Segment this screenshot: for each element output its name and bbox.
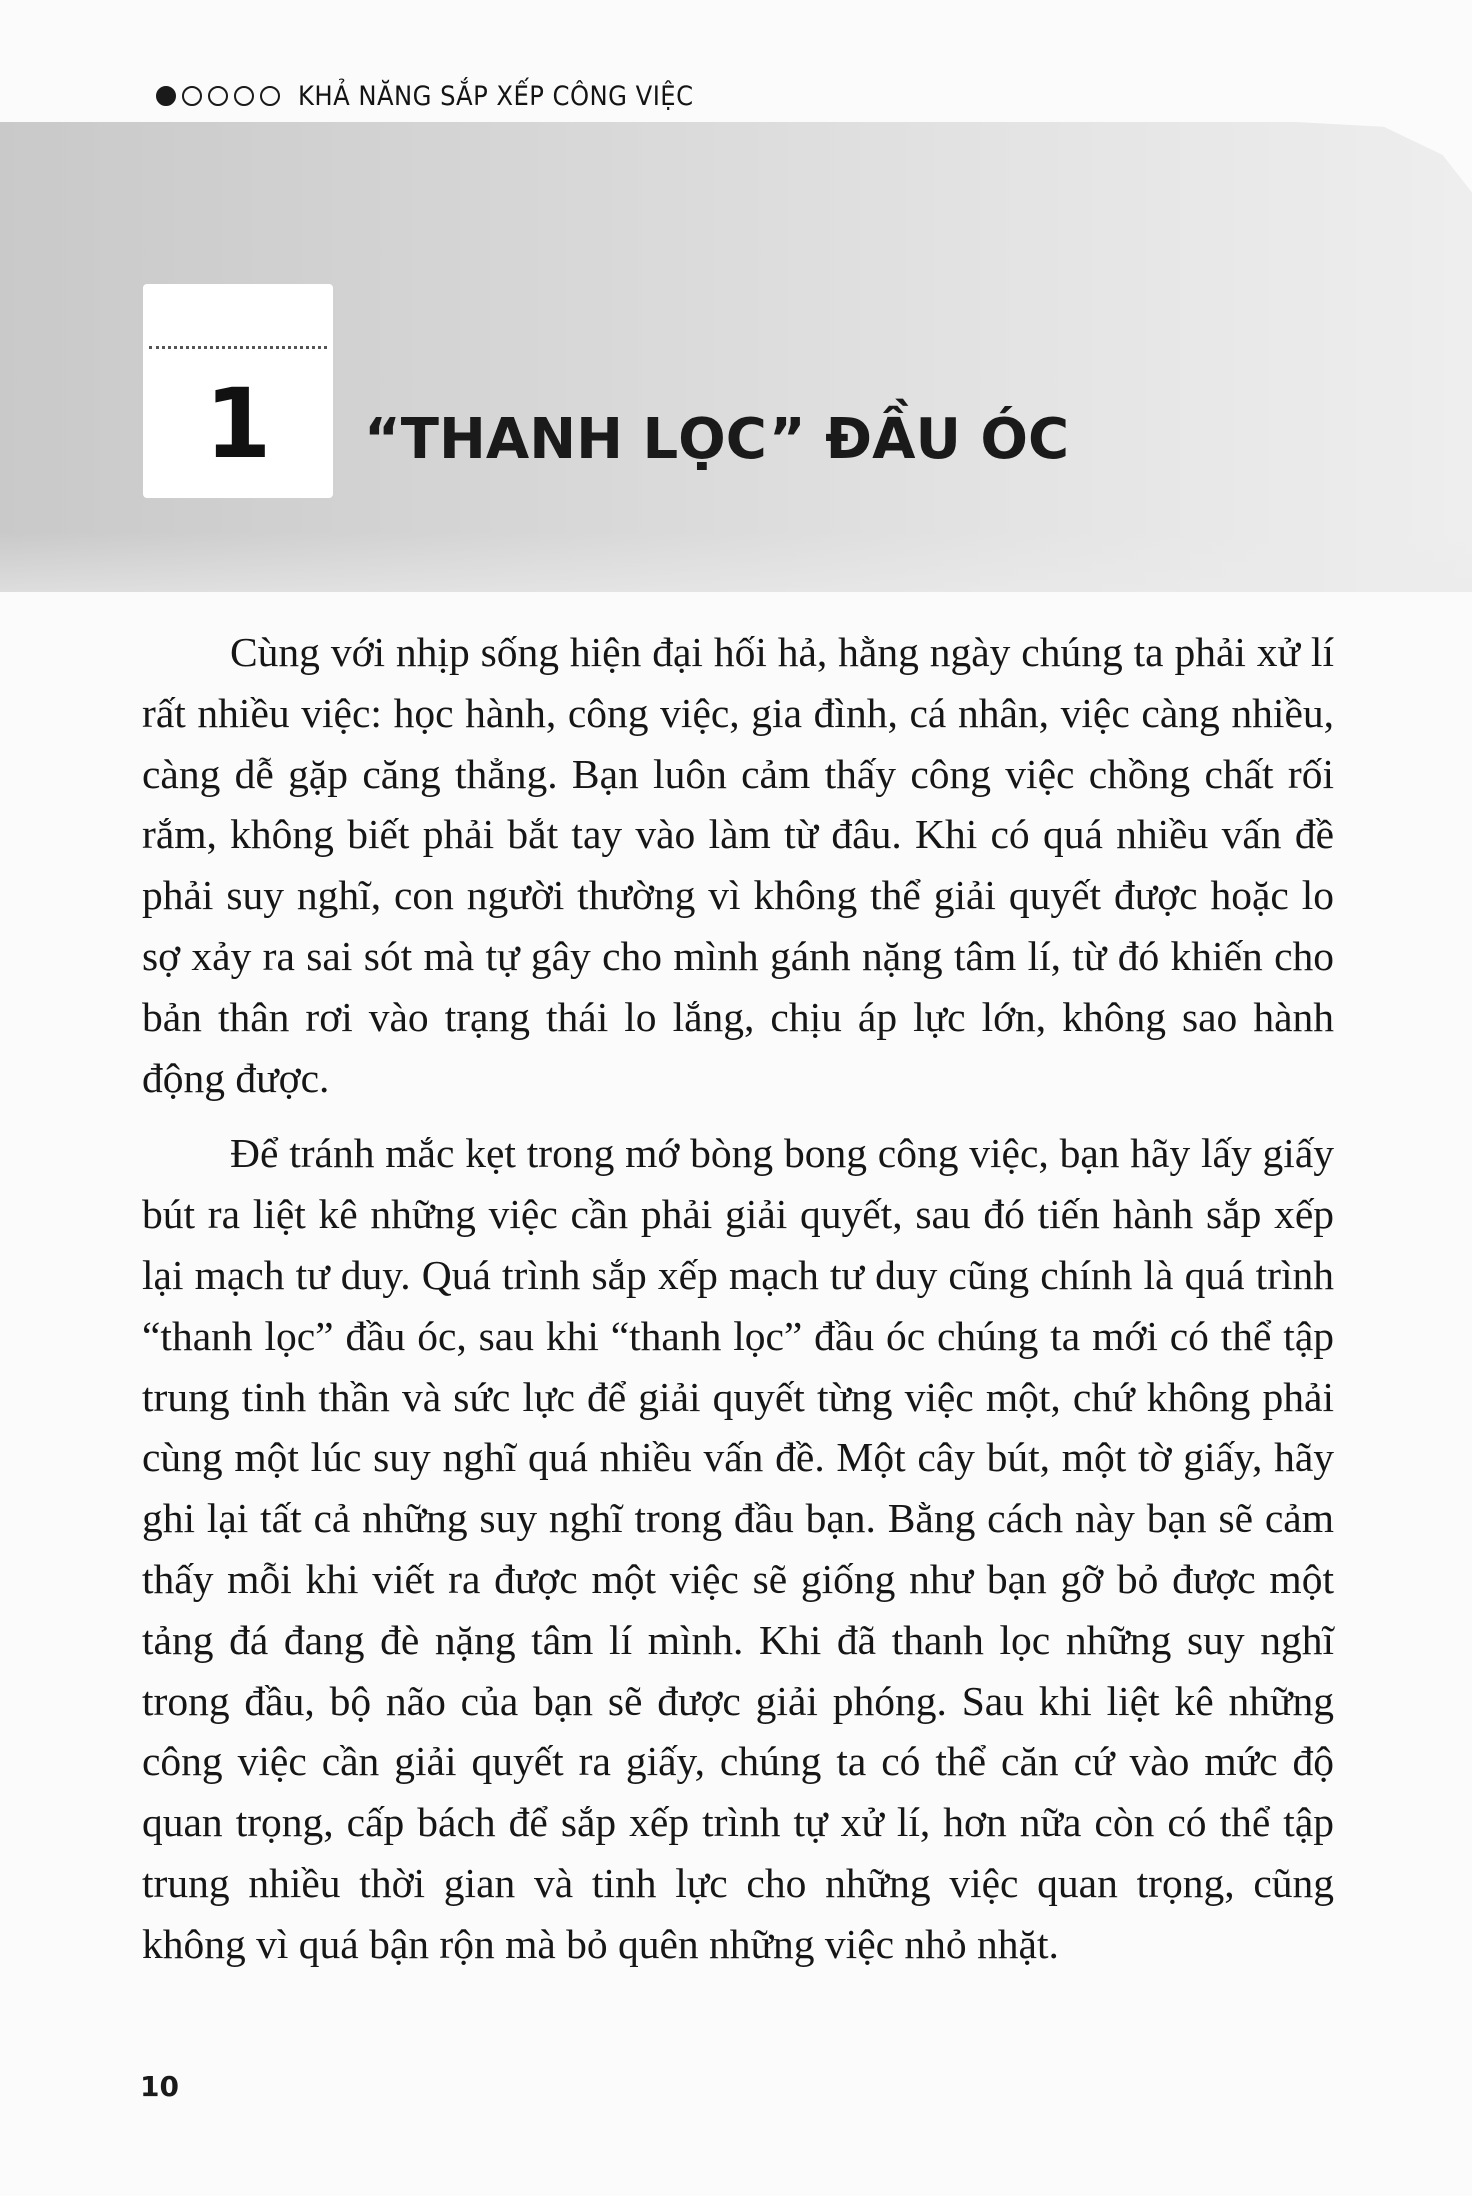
progress-dot-empty: [208, 86, 228, 106]
progress-dot-empty: [182, 86, 202, 106]
chapter-number-box: [143, 284, 333, 498]
body-text: [142, 622, 1334, 1975]
dotted-divider: [149, 346, 327, 349]
chapter-number: 1: [204, 368, 272, 480]
progress-dot-empty: [234, 86, 254, 106]
chapter-title: “THANH LỌC” ĐẦU ÓC: [364, 407, 1070, 472]
running-header: [156, 76, 737, 116]
chapter-progress-dots: [156, 86, 280, 106]
running-title: KHẢ NĂNG SẮP XẾP CÔNG VIỆC: [298, 80, 694, 112]
paragraph-1: Cùng với nhịp sống hiện đại hối hả, hằng ngày chúng ta phải xử lí rất nhiều việc: học hành, công việc, gia đình, cá nhân, việc càng nhiều, càng dễ gặp căng thẳng. Bạn luôn cảm thấy công việc chồng chất rối rắm, không biết phải bắt tay vào làm từ đâu. Khi có quá nhiều vấn đề phải suy nghĩ, con người thường vì không thể giải quyết được hoặc lo sợ xảy ra sai sót mà tự gây cho mình gánh nặng tâm lí, từ đó khiến cho bản thân rơi vào trạng thái lo lắng, chịu áp lực lớn, không sao hành động được.: [142, 629, 1334, 1101]
progress-dot-filled: [156, 86, 176, 106]
paragraph-2: Để tránh mắc kẹt trong mớ bòng bong công việc, bạn hãy lấy giấy bút ra liệt kê những việc cần phải giải quyết, sau đó tiến hành sắp xếp lại mạch tư duy. Quá trình sắp xếp mạch tư duy cũng chính là quá trình “thanh lọc” đầu óc, sau khi “thanh lọc” đầu óc chúng ta mới có thể tập trung tinh thần và sức lực để giải quyết từng việc một, chứ không phải cùng một lúc suy nghĩ quá nhiều vấn đề. Một cây bút, một tờ giấy, hãy ghi lại tất cả những suy nghĩ trong đầu bạn. Bằng cách này bạn sẽ cảm thấy mỗi khi viết ra được một việc sẽ giống như bạn gỡ bỏ được một tảng đá đang đè nặng tâm lí mình. Khi đã thanh lọc những suy nghĩ trong đầu, bộ não của bạn sẽ được giải phóng. Sau khi liệt kê những công việc cần giải quyết ra giấy, chúng ta có thể căn cứ vào mức độ quan trọng, cấp bách để sắp xếp trình tự xử lí, hơn nữa còn có thể tập trung nhiều thời gian và tinh lực cho những việc quan trọng, cũng không vì quá bận rộn mà bỏ quên những việc nhỏ nhặt.: [142, 1130, 1334, 1967]
page-number: 10: [140, 2070, 179, 2103]
progress-dot-empty: [260, 86, 280, 106]
